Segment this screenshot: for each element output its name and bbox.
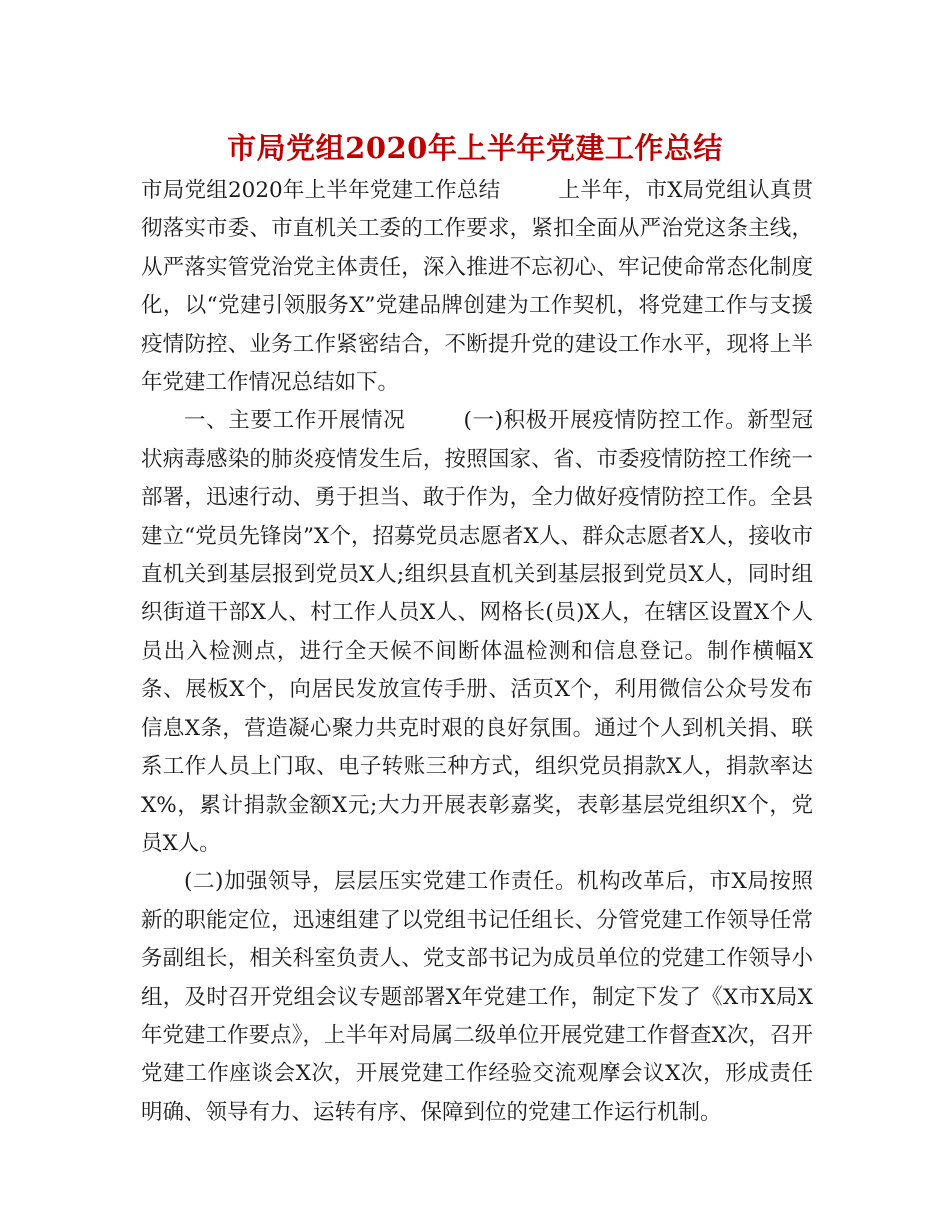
intro-paragraph (141, 172, 813, 402)
section1-paragraph (141, 402, 813, 863)
document-title: 市局党组2020年上半年党建工作总结 (227, 131, 723, 165)
intro-label: 市局党组2020年上半年党建工作总结 (141, 178, 501, 203)
section1-subsection2-paragraph: (二)加强领导，层层压实党建工作责任。机构改革后，市X局按照新的职能定位，迅速组建了以党组书记任组长、分管党建工作领导任常务副组长，相关科室负责人、党支部书记为成员单位的党建工作领导小组，及时召开党组会议专题部署X年党建工作，制定下发了《X市X局X年党建工作要点》，上半年对局属二级单位开展党建工作督查X次，召开党建工作座谈会X次，开展党建工作经验交流观摩会议X次，形成责任明确、领导有力、运转有序、保障到位的党建工作运行机制。 (141, 869, 813, 1125)
section1-text: (一)积极开展疫情防控工作。新型冠状病毒感染的肺炎疫情发生后，按照国家、省、市委疫情防控工作统一部署，迅速行动、勇于担当、敢于作为，全力做好疫情防控工作。全县建立“党员先锋岗”X个，招募党员志愿者X人、群众志愿者X人，接收市直机关到基层报到党员X人;组织县直机关到基层报到党员X人，同时组织街道干部X人、村工作人员X人、网格长(员)X人，在辖区设置X个人员出入检测点，进行全天候不间断体温检测和信息登记。制作横幅X条、展板X个，向居民发放宣传手册、活页X个，利用微信公众号发布信息X条，营造凝心聚力共克时艰的良好氛围。通过个人到机关捐、联系工作人员上门取、电子转账三种方式，组织党员捐款X人，捐款率达X%，累计捐款金额X元;大力开展表彰嘉奖，表彰基层党组织X个，党员X人。 (141, 408, 813, 856)
intro-text: 上半年，市X局党组认真贯彻落实市委、市直机关工委的工作要求，紧扣全面从严治党这条主线，从严落实管党治党主体责任，深入推进不忘初心、牢记使命常态化制度化，以“党建引领服务X”党建品牌创建为工作契机，将党建工作与支援疫情防控、业务工作紧密结合，不断提升党的建设工作水平，现将上半年党建工作情况总结如下。 (141, 178, 813, 396)
section1-heading: 一、主要工作开展情况 (184, 408, 406, 434)
document-body (141, 172, 813, 1132)
